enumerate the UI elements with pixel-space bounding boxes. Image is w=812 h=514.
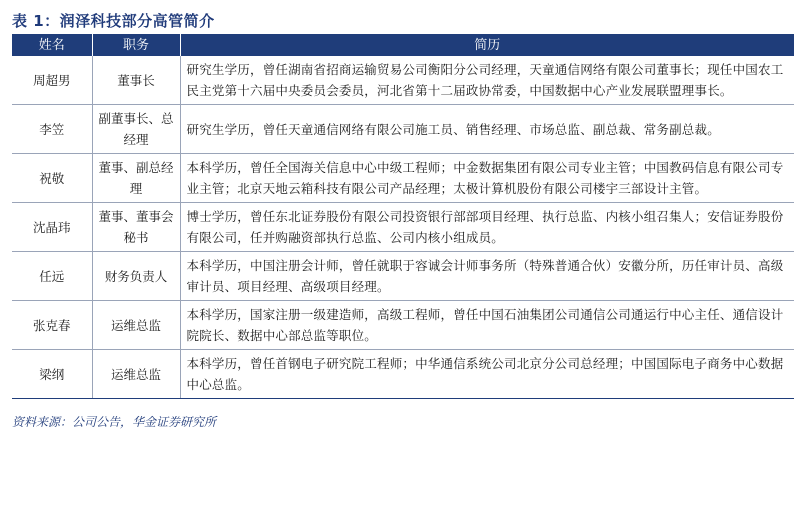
header-bio: 简历 — [180, 34, 794, 56]
cell-role: 财务负责人 — [92, 252, 180, 301]
cell-name: 沈晶玮 — [12, 203, 92, 252]
cell-role: 董事、董事会秘书 — [92, 203, 180, 252]
cell-bio: 博士学历，曾任东北证券股份有限公司投资银行部部项目经理、执行总监、内核小组召集人；安信证券股份有限公司，任并购融资部执行总监、公司内核小组成员。 — [180, 203, 794, 252]
cell-bio: 本科学历，曾任全国海关信息中心中级工程师；中金数据集团有限公司专业主管；中国教码信息有限公司专业主管；北京天地云箱科技有限公司产品经理；太极计算机股份有限公司楼宇三部设计主管。 — [180, 154, 794, 203]
cell-role: 董事长 — [92, 56, 180, 105]
table-row — [12, 350, 794, 399]
table-row — [12, 203, 794, 252]
table-row — [12, 301, 794, 350]
executive-table — [12, 34, 794, 399]
table-row — [12, 105, 794, 154]
cell-bio: 研究生学历，曾任天童通信网络有限公司施工员、销售经理、市场总监、副总裁、常务副总裁。 — [180, 105, 794, 154]
table-title: 表 1：润泽科技部分高管简介 — [12, 12, 215, 30]
cell-role: 运维总监 — [92, 350, 180, 399]
header-role: 职务 — [92, 34, 180, 56]
cell-name: 祝敬 — [12, 154, 92, 203]
cell-bio: 本科学历，国家注册一级建造师，高级工程师，曾任中国石油集团公司通信公司通运行中心主任、通信设计院院长、数据中心部总监等职位。 — [180, 301, 794, 350]
table-row — [12, 252, 794, 301]
cell-name: 梁纲 — [12, 350, 92, 399]
cell-role: 运维总监 — [92, 301, 180, 350]
cell-bio: 研究生学历，曾任湖南省招商运输贸易公司衡阳分公司经理，天童通信网络有限公司董事长；现任中国农工民主党第十六届中央委员会委员，河北省第十二届政协常委，中国数据中心产业发展联盟理事长。 — [180, 56, 794, 105]
table-row — [12, 154, 794, 203]
table-row — [12, 56, 794, 105]
cell-name: 张克春 — [12, 301, 92, 350]
header-name: 姓名 — [12, 34, 92, 56]
cell-name: 周超男 — [12, 56, 92, 105]
cell-role: 董事、副总经理 — [92, 154, 180, 203]
cell-bio: 本科学历，曾任首钢电子研究院工程师；中华通信系统公司北京分公司总经理；中国国际电子商务中心数据中心总监。 — [180, 350, 794, 399]
cell-bio: 本科学历，中国注册会计师，曾任就职于容诚会计师事务所（特殊普通合伙）安徽分所，历任审计员、高级审计员、项目经理、高级项目经理。 — [180, 252, 794, 301]
cell-role: 副董事长、总经理 — [92, 105, 180, 154]
source-note: 资料来源：公司公告，华金证券研究所 — [12, 415, 217, 429]
document-page — [12, 8, 794, 430]
table-header-row — [12, 34, 794, 56]
cell-name: 李笠 — [12, 105, 92, 154]
cell-name: 任远 — [12, 252, 92, 301]
